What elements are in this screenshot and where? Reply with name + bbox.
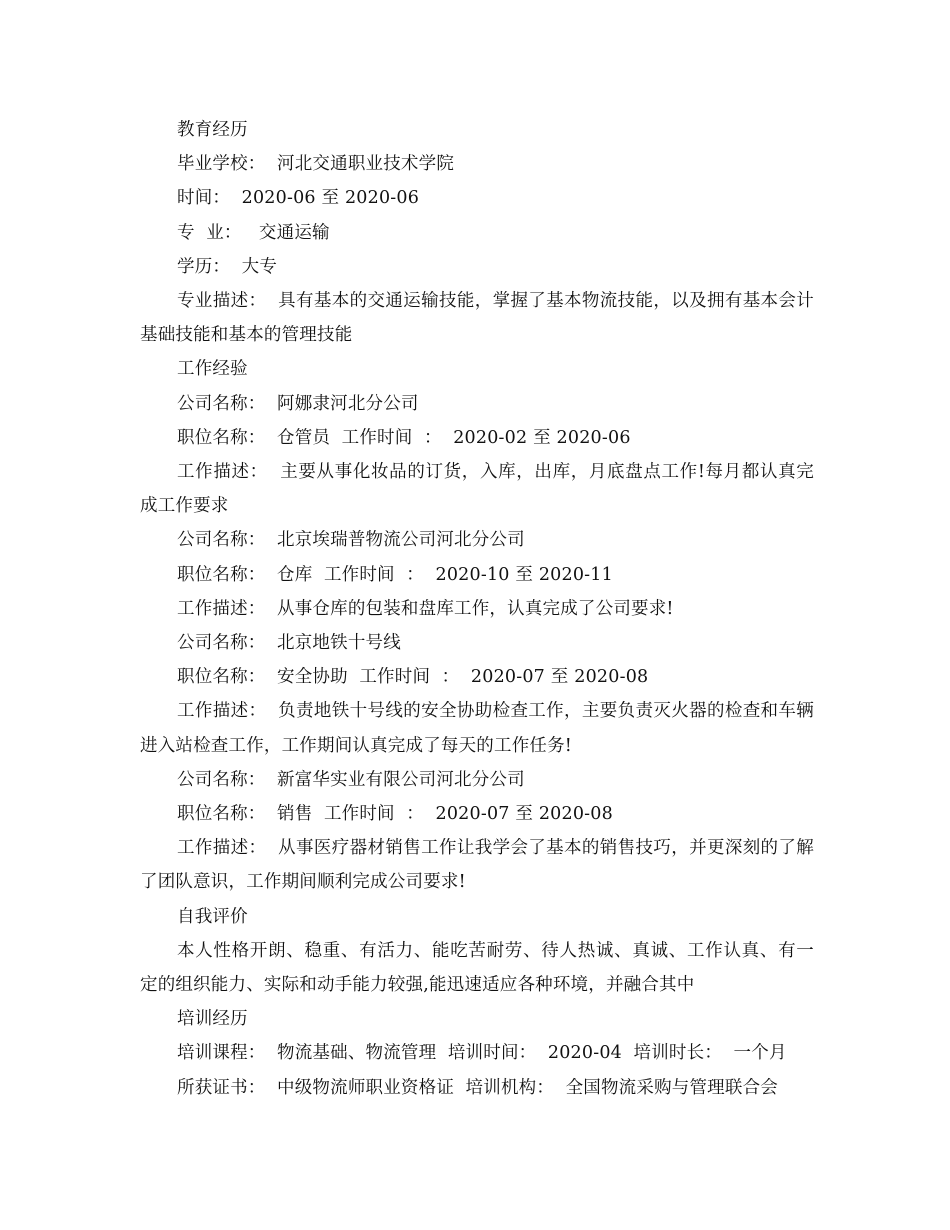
self-evaluation-text: 本人性格开朗、稳重、有活力、能吃苦耐劳、待人热诚、真诚、工作认真、有一定的组织能力、实际和动手能力较强,能迅速适应各种环境，并融合其中 xyxy=(140,940,814,996)
training-course: 培训课程： 物流基础、物流管理 培训时间： 2020-04 培训时长： 一个月 xyxy=(177,1043,787,1064)
job-description: 工作描述： 从事医疗器材销售工作让我学会了基本的销售技巧，并更深刻的了解了团队意识，工作期间顺利完成公司要求! xyxy=(140,838,814,893)
resume-body xyxy=(140,113,814,1105)
job-position: 职位名称： 仓库 工作时间 ： 2020-10 至 2020-11 xyxy=(177,564,613,585)
education-degree: 学历： 大专 xyxy=(177,256,278,277)
job-company: 公司名称： 新富华实业有限公司河北分公司 xyxy=(177,769,525,790)
job-position: 职位名称： 安全协助 工作时间 ： 2020-07 至 2020-08 xyxy=(177,667,649,688)
education-time: 时间： 2020-06 至 2020-06 xyxy=(177,188,420,209)
education-description: 专业描述： 具有基本的交通运输技能，掌握了基本物流技能，以及拥有基本会计基础技能和基本的管理技能 xyxy=(140,291,814,346)
education-heading: 教育经历 xyxy=(177,120,248,140)
job-position: 职位名称： 仓管员 工作时间 ： 2020-02 至 2020-06 xyxy=(177,427,631,448)
job-position: 职位名称： 销售 工作时间 ： 2020-07 至 2020-08 xyxy=(177,804,613,825)
job-company: 公司名称： 北京埃瑞普物流公司河北分公司 xyxy=(177,530,525,551)
job-description: 工作描述： 负责地铁十号线的安全协助检查工作，主要负责灭火器的检查和车辆进入站检查工作，工作期间认真完成了每天的工作任务! xyxy=(140,701,814,756)
job-company: 公司名称： 北京地铁十号线 xyxy=(177,633,401,654)
education-school: 毕业学校： 河北交通职业技术学院 xyxy=(177,154,455,175)
work-heading: 工作经验 xyxy=(177,359,248,380)
training-certificate: 所获证书： 中级物流师职业资格证 培训机构： 全国物流采购与管理联合会 xyxy=(177,1077,778,1098)
job-description: 工作描述： 主要从事化妆品的订货，入库，出库，月底盘点工作!每月都认真完成工作要求 xyxy=(140,462,814,517)
education-major: 专 业： 交通运输 xyxy=(177,222,330,243)
job-company: 公司名称： 阿娜隶河北分公司 xyxy=(177,393,419,414)
self-evaluation-heading: 自我评价 xyxy=(177,906,248,927)
training-heading: 培训经历 xyxy=(177,1009,248,1030)
job-description: 工作描述： 从事仓库的包装和盘库工作，认真完成了公司要求! xyxy=(177,598,674,619)
